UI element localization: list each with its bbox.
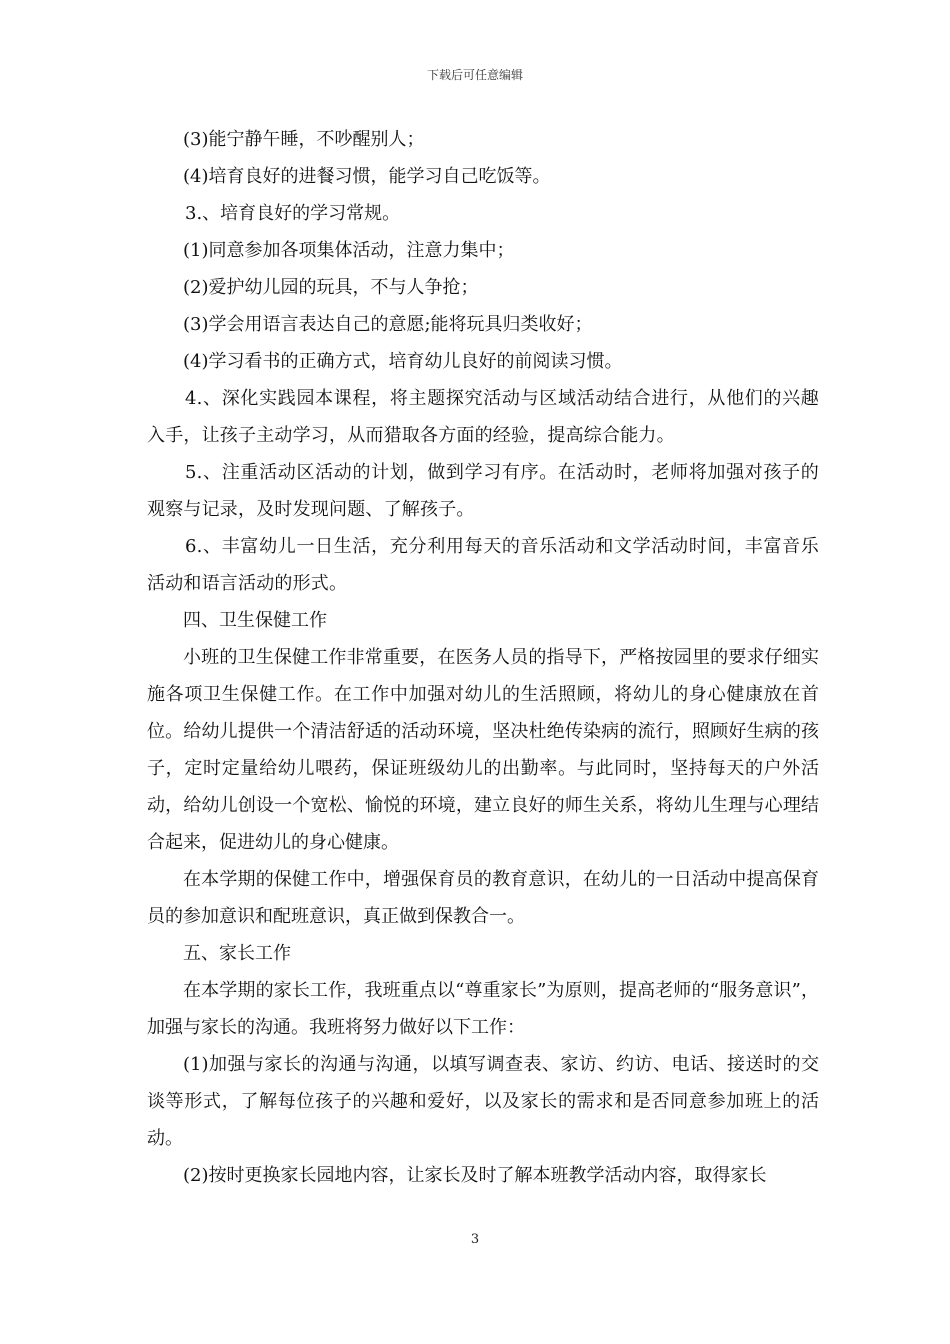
paragraph-collective-activity: (1)同意参加各项集体活动，注意力集中； bbox=[183, 240, 515, 261]
paragraph-parent-work: 在本学期的家长工作，我班重点以“尊重家长”为原则，提高老师的“服务意识”，加强与家长的沟通。我班将努力做好以下工作： bbox=[147, 980, 819, 1038]
paragraph-care-staff: 在本学期的保健工作中，增强保育员的教育意识，在幼儿的一日活动中提高保育员的参加意识和配班意识，真正做到保教合一。 bbox=[147, 869, 819, 927]
paragraph-reading: (4)学习看书的正确方式，培育幼儿良好的前阅读习惯。 bbox=[183, 351, 623, 372]
paragraph-activity-area: 5.、注重活动区活动的计划，做到学习有序。在活动时，老师将加强对孩子的观察与记录，及时发现问题、了解孩子。 bbox=[147, 462, 819, 520]
page-number: 3 bbox=[470, 1232, 480, 1247]
paragraph-nap: (3)能宁静午睡，不吵醒别人； bbox=[183, 129, 425, 150]
paragraph-daily-life: 6.、丰富幼儿一日生活，充分利用每天的音乐活动和文学活动时间，丰富音乐活动和语言活动的形式。 bbox=[147, 536, 819, 594]
paragraph-communication: (1)加强与家长的沟通与沟通，以填写调查表、家访、约访、电话、接送时的交谈等形式，了解每位孩子的兴趣和爱好，以及家长的需求和是否同意参加班上的活动。 bbox=[147, 1054, 819, 1149]
paragraph-curriculum: 4.、深化实践园本课程，将主题探究活动与区域活动结合进行，从他们的兴趣入手，让孩子主动学习，从而猎取各方面的经验，提高综合能力。 bbox=[147, 388, 819, 446]
paragraph-health-work: 小班的卫生保健工作非常重要，在医务人员的指导下，严格按园里的要求仔细实施各项卫生保健工作。在工作中加强对幼儿的生活照顾，将幼儿的身心健康放在首位。给幼儿提供一个清洁舒适的活动环境，坚决杜绝传染病的流行，照顾好生病的孩子，定时定量给幼儿喂药，保证班级幼儿的出勤率。与此同时，坚持每天的户外活动，给幼儿创设一个宽松、愉悦的环境，建立良好的师生关系，将幼儿生理与心理结合起来，促进幼儿的身心健康。 bbox=[147, 647, 819, 853]
paragraph-eating-habit: (4)培育良好的进餐习惯，能学习自己吃饭等。 bbox=[183, 166, 551, 187]
paragraph-study-routine: 3.、培育良好的学习常规。 bbox=[185, 203, 401, 224]
section-heading-health: 四、卫生保健工作 bbox=[183, 610, 327, 631]
document-body bbox=[147, 121, 819, 1194]
paragraph-parent-board: (2)按时更换家长园地内容，让家长及时了解本班教学活动内容，取得家长 bbox=[183, 1165, 767, 1186]
paragraph-language: (3)学会用语言表达自己的意愿;能将玩具归类收好； bbox=[183, 314, 593, 335]
section-heading-parents: 五、家长工作 bbox=[183, 943, 291, 964]
paragraph-toys: (2)爱护幼儿园的玩具，不与人争抢； bbox=[183, 277, 479, 298]
page-header: 下载后可任意编辑 bbox=[426, 68, 523, 82]
